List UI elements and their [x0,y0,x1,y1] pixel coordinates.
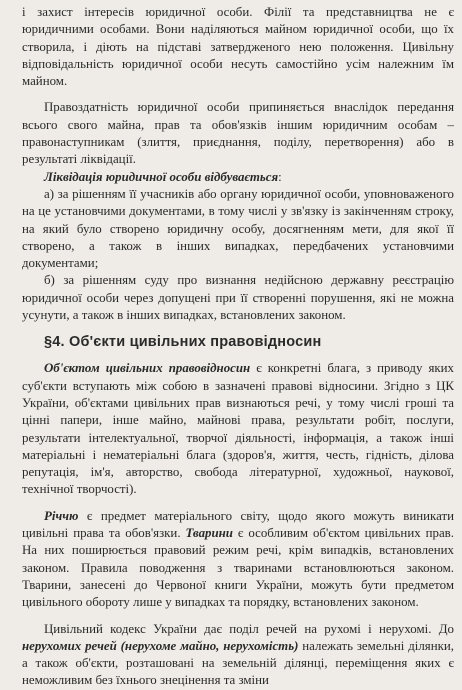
objects-text: є конкретні блага, з приводу яких суб'єкти вступають між собою в зазначені правові відносини. Згідно з ЦК України, об'єктами цивільних прав визнаються речі, у тому числі гроші та цінні папери, інше майно, майнові права, результати робіт, послуги, результати інтелектуальної, творчої діяльності, інформація, а також інші матеріальні і нематеріальні блага (здоров'я, життя, честь, гідність, ділова репутація, ім'я, авторство, свобода літературної, художньої, наукової, технічної творчості). [22,361,454,497]
immovable-text: належать земельні ділянки, а також об'єкти, розташовані на земельній ділянці, переміщення яких є неможливим без їхнього знецінення та зміни [22,638,454,688]
objects-term: Об'єктом цивільних правовідносин [44,361,251,376]
liquidation-item-a: а) за рішенням її учасників або органу юридичної особи, уповноваженого на це установчими документами, в тому числі у зв'язку із закінченням строку, на який було створено юридичну особу, досягненням мети, для якої її створено, а також в інших випадках, передбачених установчими документами; [22,186,454,271]
thing-term: Річчю [44,508,79,523]
objects-paragraph [22,360,454,498]
liquidation-term: Ліквідація юридичної особи відбувається [44,169,279,184]
immovable-term: нерухомих речей (нерухоме майно, нерухомість) [22,638,299,653]
section-heading: §4. Об'єкти цивільних правовідносин [44,334,322,351]
division-paragraph [22,621,454,690]
intro-paragraph: і захист інтересів юридичної особи. Філії та представництва не є юридичними особами. Вони наділяються майном юридичної особи, що їх створила, і діють на підставі затвердженого нею положення. Цивільну відповідальність юридичної особи несуть самостійно усім належним їм майном. [22,5,454,89]
animals-text: є особливим об'єктом цивільних прав. На них поширюється правовий режим речі, крім випадків, встановлених законом. Правила поводження з тваринами встановлюються законом. Тварини, занесені до Червоної книги України, можуть бути предметом цивільного обороту лише у випадках та порядку, встановлених законом. [22,526,454,610]
thing-text: є предмет матеріального світу, щодо якого можуть виникати цивільні права та обов'язки. [22,508,454,541]
liquidation-colon: : [278,169,282,184]
liquidation-lead [22,169,454,186]
succession-paragraph: Правоздатність юридичної особи припиняється внаслідок передання всього свого майна, прав та обов'язків іншим юридичним особам – правонаступникам (злиття, приєднання, поділу, перетворення) або в результаті ліквідації. [22,100,454,167]
liquidation-item-b: б) за рішенням суду про визнання недійсною державну реєстрацію юридичної особи через допущені при її створенні порушення, які не можна усунути, а також в інших випадках, встановлених законом. [22,273,454,323]
animals-term: Тварини [185,526,233,541]
division-text: Цивільний кодекс України дає поділ речей на рухомі і нерухомі. До [44,621,454,636]
thing-animals-paragraph [22,508,454,612]
